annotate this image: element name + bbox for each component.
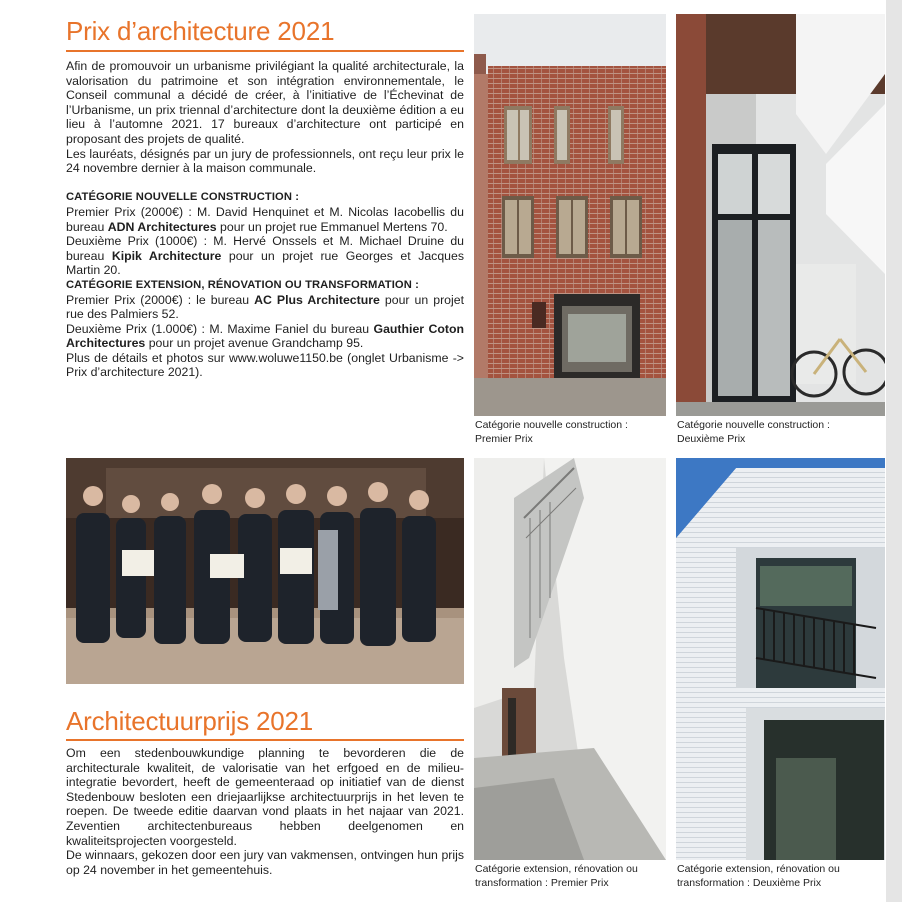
dutch-title: Architectuurprijs 2021 <box>66 706 314 736</box>
french-title: Prix d’architecture 2021 <box>66 16 335 46</box>
caption-extension-second-prize: Catégorie extension, rénovation ou transformation : Deuxième Prix <box>677 863 840 889</box>
french-intro: Afin de promouvoir un urbanisme privilégiant la qualité architecturale, la valorisation du patrimoine et son intégration environnementale, le Conseil communal a décidé de créer, à l’initiative de l’Échevinat de l’Urbanisme, un prix triennal d’architecture dont la deuxième édition a eu lieu à l’automne 2021. 17 bureaux d’architecture ont participé en proposant des projets de qualité. <box>66 59 464 146</box>
french-laureates: Les lauréats, désignés par un jury de professionnels, ont reçu leur prix le 24 novembre dernier à la maison communale. <box>66 146 464 176</box>
photo-award-ceremony-group <box>66 458 464 684</box>
french-title-rule <box>66 50 464 52</box>
category-extension-heading: CATÉGORIE EXTENSION, RÉNOVATION OU TRANSFORMATION : <box>66 278 419 291</box>
new-construction-second-prize: Deuxième Prix (1000€) : M. Hervé Onssels et M. Michael Druine du bureau Kipik Architecture pour un projet rue Georges et Jacques Martin 20. <box>66 234 464 278</box>
photo-new-construction-second-prize <box>676 14 885 416</box>
more-details: Plus de détails et photos sur www.woluwe1150.be (onglet Urbanisme -> Prix d’architecture 2021). <box>66 350 464 380</box>
dutch-article-body <box>66 746 464 877</box>
caption-new-construction-second-prize: Catégorie nouvelle construction : Deuxième Prix <box>677 419 830 445</box>
new-construction-first-prize: Premier Prix (2000€) : M. David Henquinet et M. Nicolas Iacobellis du bureau ADN Architectures pour un projet rue Emmanuel Mertens 70. <box>66 204 464 234</box>
french-article-body <box>66 59 464 380</box>
dutch-intro: Om een stedenbouwkundige planning te bevorderen die de architecturale kwaliteit, de valorisatie van het erfgoed en de milieu-integratie bevordert, heeft de gemeenteraad op initiatief van de dienst Stedenbouw besloten een driejaarlijkse architectuurprijs in het leven te roepen. De tweede editie daarvan vond plaats in het najaar van 2021. Zeventien architectenbureaus hebben deelgenomen en kwaliteitsprojecten voorgesteld. <box>66 746 464 848</box>
extension-second-prize: Deuxième Prix (1.000€) : M. Maxime Faniel du bureau Gauthier Coton Architectures pour un projet avenue Grandchamp 95. <box>66 321 464 351</box>
dutch-winners: De winnaars, gekozen door een jury van vakmensen, ontvingen hun prijs op 24 november in het gemeentehuis. <box>66 848 464 877</box>
dutch-title-rule <box>66 739 464 741</box>
photo-extension-first-prize <box>474 458 666 860</box>
caption-new-construction-first-prize: Catégorie nouvelle construction : Premier Prix <box>475 419 628 445</box>
photo-new-construction-first-prize <box>474 14 666 416</box>
category-new-construction-heading: CATÉGORIE NOUVELLE CONSTRUCTION : <box>66 191 300 204</box>
photo-extension-second-prize <box>676 458 885 860</box>
page-edge <box>886 0 902 902</box>
caption-extension-first-prize: Catégorie extension, rénovation ou transformation : Premier Prix <box>475 863 638 889</box>
extension-first-prize: Premier Prix (2000€) : le bureau AC Plus Architecture pour un projet rue des Palmiers 52. <box>66 292 464 322</box>
